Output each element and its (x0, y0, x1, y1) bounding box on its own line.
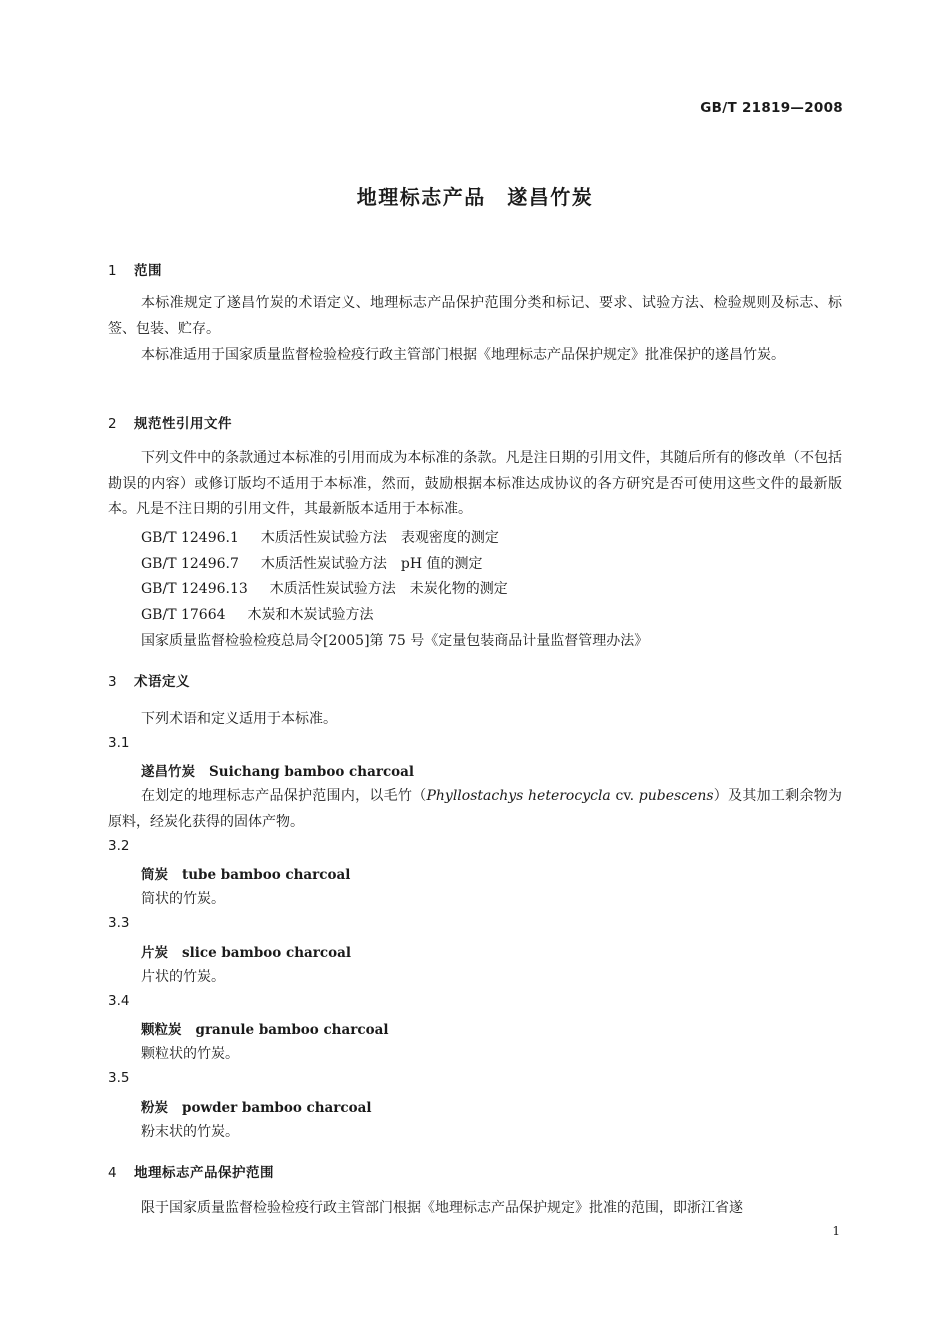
clause-number: 3.4 (108, 993, 130, 1009)
term-definition: 片状的竹炭。 (141, 969, 225, 985)
section-title: 规范性引用文件 (134, 416, 232, 432)
reference-title: 木炭和木炭试验方法 (247, 607, 374, 623)
section-3-intro: 下列术语和定义适用于本标准。 (141, 711, 337, 727)
page-number: 1 (832, 1224, 840, 1238)
reference-title: 木质活性炭试验方法 未炭化物的测定 (269, 581, 508, 597)
reference-decree: 国家质量监督检验检疫总局令[2005]第 75 号《定量包装商品计量监督管理办法》 (141, 633, 649, 649)
reference-item (141, 553, 483, 573)
document-title: 地理标志产品 遂昌竹炭 (356, 185, 594, 209)
reference-code: GB/T 12496.7 (141, 556, 239, 572)
section-number: 4 (108, 1165, 118, 1181)
clause-number: 3.1 (108, 735, 130, 751)
term-definition: 筒状的竹炭。 (141, 891, 225, 907)
section-4-heading (108, 1161, 274, 1181)
section-2-heading (108, 412, 232, 432)
reference-title: 木质活性炭试验方法 pH 值的测定 (260, 556, 483, 572)
term-chinese: 颗粒炭 (141, 1022, 182, 1038)
section-1-heading (108, 259, 162, 279)
term-english: powder bamboo charcoal (182, 1100, 372, 1116)
term-definition: 颗粒状的竹炭。 (141, 1046, 239, 1062)
term-heading (141, 760, 414, 780)
reference-code: GB/T 12496.13 (141, 581, 248, 597)
term-chinese: 遂昌竹炭 (141, 764, 195, 780)
reference-item (141, 578, 508, 598)
term-chinese: 片炭 (141, 945, 168, 961)
clause-number: 3.2 (108, 838, 130, 854)
reference-item (141, 527, 499, 547)
term-heading (141, 941, 351, 961)
term-english: granule bamboo charcoal (195, 1022, 389, 1038)
reference-code: GB/T 17664 (141, 607, 226, 623)
term-definition: 在划定的地理标志产品保护范围内，以毛竹（Phyllostachys heterocycla cv. pubescens）及其加工剩余物为原料，经炭化获得的固体产物。 (108, 788, 842, 830)
section-number: 2 (108, 416, 118, 432)
term-definition: 粉末状的竹炭。 (141, 1124, 239, 1140)
reference-title: 木质活性炭试验方法 表观密度的测定 (260, 530, 499, 546)
section-2-paragraph: 下列文件中的条款通过本标准的引用而成为本标准的条款。凡是注日期的引用文件，其随后所有的修改单（不包括勘误的内容）或修订版均不适用于本标准，然而，鼓励根据本标准达成协议的各方研究是否可使用这些文件的最新版本。凡是不注日期的引用文件，其最新版本适用于本标准。 (108, 450, 842, 517)
term-chinese: 筒炭 (141, 867, 168, 883)
section-number: 1 (108, 263, 118, 279)
section-title: 术语定义 (134, 674, 190, 690)
clause-number: 3.3 (108, 915, 130, 931)
reference-item (141, 604, 374, 624)
section-title: 地理标志产品保护范围 (134, 1165, 274, 1181)
reference-code: GB/T 12496.1 (141, 530, 239, 546)
term-english: Suichang bamboo charcoal (209, 764, 415, 780)
standard-number: GB/T 21819—2008 (700, 100, 843, 116)
section-4-paragraph: 限于国家质量监督检验检疫行政主管部门根据《地理标志产品保护规定》批准的范围，即浙江省遂 (141, 1200, 743, 1216)
term-chinese: 粉炭 (141, 1100, 168, 1116)
term-heading (141, 1096, 372, 1116)
term-english: tube bamboo charcoal (182, 867, 351, 883)
section-3-heading (108, 670, 190, 690)
section-number: 3 (108, 674, 118, 690)
section-1-paragraph-1: 本标准规定了遂昌竹炭的术语定义、地理标志产品保护范围分类和标记、要求、试验方法、检验规则及标志、标签、包装、贮存。 (108, 295, 842, 337)
section-1-paragraph-2: 本标准适用于国家质量监督检验检疫行政主管部门根据《地理标志产品保护规定》批准保护的遂昌竹炭。 (141, 347, 785, 363)
clause-number: 3.5 (108, 1070, 130, 1086)
section-title: 范围 (134, 263, 162, 279)
term-english: slice bamboo charcoal (182, 945, 351, 961)
term-heading (141, 1018, 388, 1038)
term-heading (141, 863, 350, 883)
